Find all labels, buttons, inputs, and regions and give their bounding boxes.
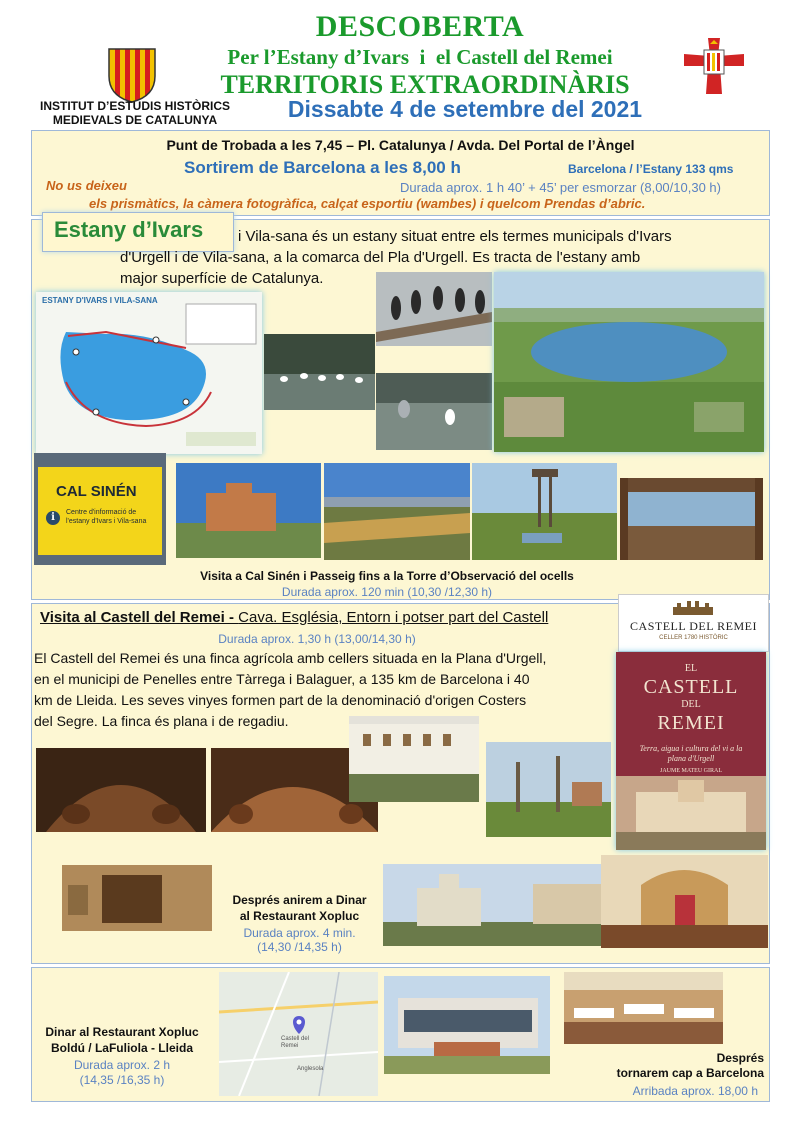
lunch-info bbox=[32, 1024, 212, 1056]
event-date: Dissabte 4 de setembre del 2021 bbox=[287, 96, 643, 122]
estany-desc-line-3: major superfície de Catalunya. bbox=[120, 270, 324, 287]
lake-map-title: ESTANY D'IVARS I VILA-SANA bbox=[42, 296, 158, 305]
institute-name bbox=[26, 99, 244, 127]
after-visit-duration bbox=[212, 926, 387, 954]
tree-avenue-photo bbox=[486, 742, 611, 837]
book-title-line-1: EL bbox=[684, 663, 698, 674]
estany-visit: Visita a Cal Sinén i Passeig fins a la Torre d’Observació del ocells bbox=[200, 569, 574, 583]
institute-line-2: MEDIEVALS DE CATALUNYA bbox=[52, 113, 218, 127]
after-duration-line-2: (14,30 /14,35 h) bbox=[257, 940, 342, 954]
page-subtitle: Per l’Estany d’Ivars i el Castell del Remei bbox=[227, 45, 613, 69]
dinar-panel bbox=[31, 967, 770, 1102]
estany-visit-duration: Durada aprox. 120 min (10,30 /12,30 h) bbox=[281, 585, 493, 599]
cal-sinen-sign-photo bbox=[34, 453, 166, 565]
travel-duration: Durada aprox. 1 h 40’ + 45’ per esmorzar (8,00/10,30 h) bbox=[400, 180, 721, 195]
castle-silhouette-icon bbox=[673, 599, 713, 615]
after-duration-line-1: Durada aprox. 4 min. bbox=[243, 926, 356, 940]
castell-logo-sub: CELLER 1780 HISTÒRIC bbox=[659, 635, 728, 641]
castell-logo bbox=[618, 594, 769, 652]
book-title-line-4: REMEI bbox=[657, 712, 725, 734]
after-visit-line-1: Després anirem a Dinar bbox=[232, 893, 367, 907]
observation-tower-photo bbox=[472, 463, 617, 560]
castell-heading-extra: Cava. Església, Entorn i potser part del Castell bbox=[238, 609, 549, 626]
castell-logo-text: CASTELL DEL REMEI bbox=[630, 619, 757, 633]
egrets-photo bbox=[264, 334, 375, 410]
after-visit bbox=[212, 892, 387, 924]
estany-desc-line-2: d'Urgell i de Vila-sana, a la comarca del Pla d'Urgell. Es tracta de l'estany amb bbox=[120, 249, 641, 266]
sign-subtitle-line-2: l'estany d'Ivars i Vila-sana bbox=[66, 518, 147, 525]
institute-line-1: INSTITUT D’ESTUDIS HISTÒRICS bbox=[39, 99, 230, 113]
castle-courtyard-photo bbox=[349, 716, 479, 802]
castell-desc-line-3: km de Lleida. Les seves vinyes formen part de la denominació d'origen Costers bbox=[34, 692, 527, 708]
cellar-barrels-photo-1 bbox=[36, 748, 206, 832]
estany-heading: Estany d’Ivars bbox=[54, 217, 204, 242]
observation-hide-photo bbox=[620, 478, 763, 560]
sign-subtitle-line-1: Centre d'informació de bbox=[66, 509, 137, 516]
restaurant-exterior-photo bbox=[384, 976, 550, 1074]
estany-desc-line-1: i Vila-sana és un estany situat entre els termes municipals d'Ivars bbox=[238, 228, 672, 245]
book-cover bbox=[616, 652, 766, 850]
salt-marsh-photo bbox=[324, 463, 470, 560]
lunch-duration-line-1: Durada aprox. 2 h bbox=[73, 1058, 171, 1072]
meeting-panel bbox=[31, 130, 770, 216]
cormorants-photo bbox=[376, 272, 492, 346]
castell-desc-line-1: El Castell del Remei és una finca agrícola amb cellers situada en la Plana d'Urgell, bbox=[34, 650, 547, 666]
lake-map-image bbox=[36, 292, 262, 454]
return-line-2: tornarem cap a Barcelona bbox=[616, 1066, 764, 1080]
castell-heading: Visita al Castell del Remei - bbox=[40, 609, 239, 626]
castell-desc-line-4: del Segre. La finca és plana i de regadiu. bbox=[34, 713, 289, 729]
book-title-line-2: CASTELL bbox=[643, 676, 739, 698]
castell-panel bbox=[31, 603, 770, 964]
lunch-line-2: Boldú / LaFuliola - Lleida bbox=[50, 1041, 193, 1055]
reminder-title: No us deixeu bbox=[46, 178, 127, 193]
church-interior-photo bbox=[601, 855, 768, 948]
restaurant-dining-room-photo bbox=[564, 972, 723, 1044]
return-info bbox=[562, 1051, 764, 1081]
meeting-point: Punt de Trobada a les 7,45 – Pl. Catalunya / Avda. Del Portal de l’Àngel bbox=[166, 137, 635, 153]
map-label-castell: Castell del Remei bbox=[281, 1036, 310, 1049]
info-icon: i bbox=[46, 511, 60, 525]
castell-description bbox=[34, 648, 634, 732]
return-line-1: Després bbox=[716, 1051, 764, 1065]
book-subtitle: Terra, aigua i cultura del vi a la plana d'Urgell bbox=[639, 744, 743, 763]
cal-sinen-building-photo bbox=[176, 463, 321, 558]
departure-time: Sortirem de Barcelona a les 8,00 h bbox=[184, 158, 461, 177]
sign-subtitle bbox=[66, 508, 146, 526]
page-title: DESCOBERTA bbox=[315, 10, 525, 43]
travel-distance: Barcelona / l’Estany 133 qms bbox=[568, 162, 734, 176]
book-castle-illustration bbox=[616, 776, 766, 850]
page-tagline: TERRITORIS EXTRAORDINÀRIS bbox=[220, 70, 630, 99]
lunch-duration-line-2: (14,35 /16,35 h) bbox=[79, 1073, 165, 1087]
red-cross-emblem-icon bbox=[680, 36, 748, 96]
book-title-line-3: DEL bbox=[681, 699, 701, 710]
castell-duration: Durada aprox. 1,30 h (13,00/14,30 h) bbox=[218, 632, 416, 646]
castell-heading-row bbox=[40, 609, 548, 626]
church-exterior-photo bbox=[383, 864, 627, 946]
map-label-anglesola: Anglesola bbox=[297, 1066, 324, 1072]
lunch-duration bbox=[32, 1058, 212, 1088]
lunch-line-1: Dinar al Restaurant Xopluc bbox=[45, 1025, 199, 1039]
reminder-items: els prismàtics, la càmera fotogràfica, calçat esportiu (wambes) i quelcom Prendas d’abric. bbox=[89, 196, 646, 211]
sign-title: CAL SINÉN bbox=[56, 483, 137, 500]
herons-photo bbox=[376, 373, 492, 450]
book-title bbox=[616, 660, 766, 732]
book-author: JAUME MATEU GIRAL bbox=[660, 768, 722, 774]
catalonia-shield-icon bbox=[106, 46, 158, 104]
route-map-image bbox=[219, 972, 378, 1096]
arrival-time: Arribada aprox. 18,00 h bbox=[632, 1084, 758, 1098]
estany-panel bbox=[31, 219, 770, 600]
aerial-lake-photo bbox=[494, 272, 764, 452]
cellar-entrance-photo bbox=[62, 865, 212, 931]
castell-desc-line-2: en el municipi de Penelles entre Tàrrega i Balaguer, a 135 km de Barcelona i 40 bbox=[34, 671, 530, 687]
after-visit-line-2: al Restaurant Xopluc bbox=[239, 909, 360, 923]
